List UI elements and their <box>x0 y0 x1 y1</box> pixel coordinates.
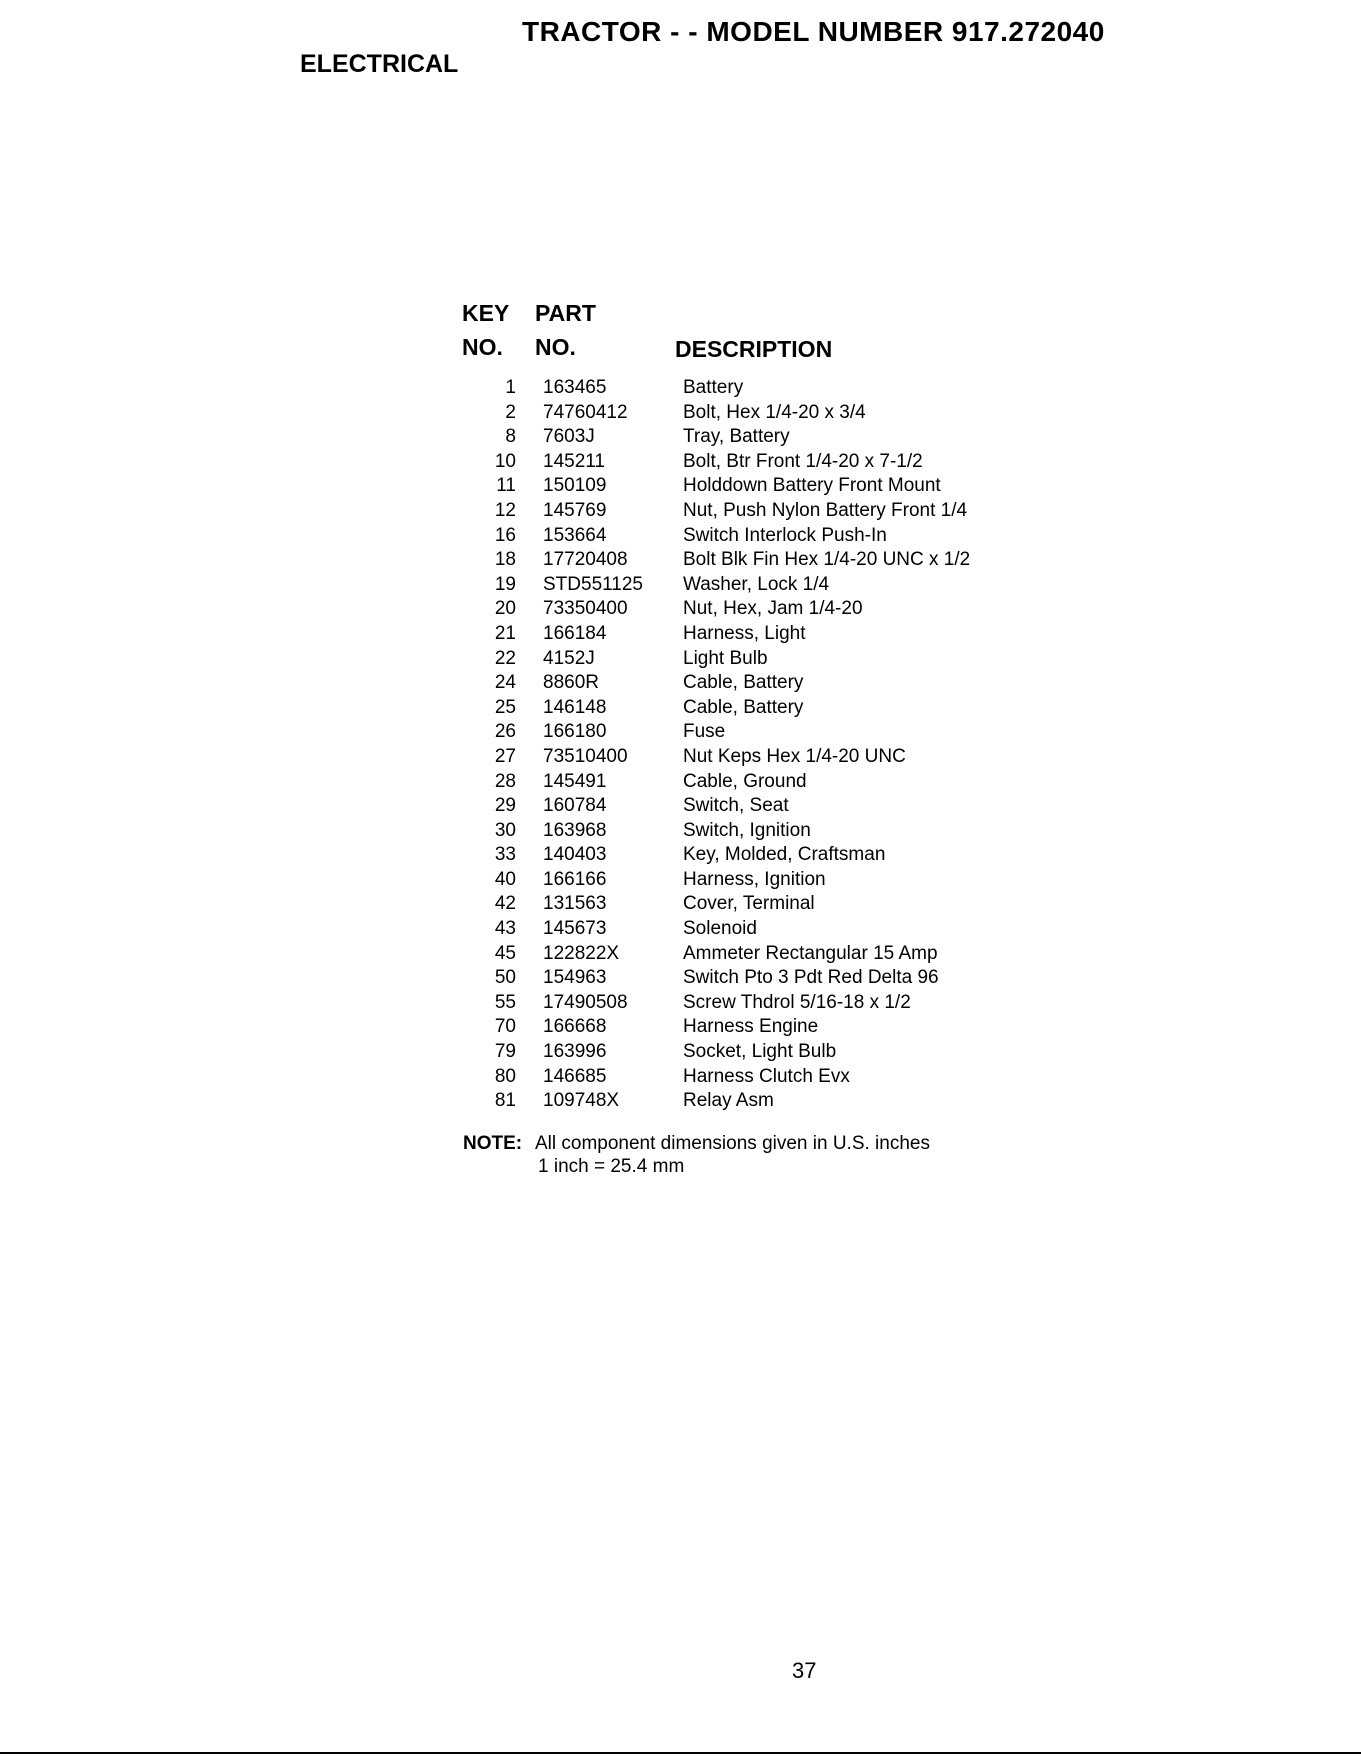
part-number-cell: 140403 <box>543 844 607 866</box>
page-title: TRACTOR - - MODEL NUMBER 917.272040 <box>522 16 1105 47</box>
table-row <box>0 1016 1361 1041</box>
description-cell: Solenoid <box>683 918 757 940</box>
key-cell: 28 <box>494 770 516 792</box>
description-cell: Ammeter Rectangular 15 Amp <box>683 942 938 964</box>
description-cell: Bolt, Btr Front 1/4-20 x 7-1/2 <box>683 450 923 472</box>
description-cell: Bolt Blk Fin Hex 1/4-20 UNC x 1/2 <box>683 549 971 571</box>
note-text-line1: All component dimensions given in U.S. inches <box>535 1133 930 1154</box>
table-row <box>0 820 1361 845</box>
key-cell: 22 <box>494 647 516 669</box>
table-row <box>0 598 1361 623</box>
table-row <box>0 1041 1361 1066</box>
key-cell: 42 <box>494 893 516 915</box>
key-cell: 2 <box>505 401 516 423</box>
table-row <box>0 574 1361 599</box>
column-header-part-line2: NO. <box>535 334 576 360</box>
key-cell: 29 <box>494 795 516 817</box>
bottom-rule <box>0 1752 1361 1754</box>
table-row <box>0 377 1361 402</box>
description-cell: Socket, Light Bulb <box>683 1041 837 1063</box>
key-cell: 18 <box>494 549 516 571</box>
description-cell: Fuse <box>683 721 726 743</box>
description-cell: Harness Engine <box>683 1016 819 1038</box>
part-number-cell: 7603J <box>543 426 595 448</box>
description-cell: Switch Pto 3 Pdt Red Delta 96 <box>683 967 939 989</box>
part-number-cell: 4152J <box>543 647 595 669</box>
table-row <box>0 1090 1361 1115</box>
description-cell: Cover, Terminal <box>683 893 815 915</box>
part-number-cell: 73350400 <box>543 598 628 620</box>
part-number-cell: 166668 <box>543 1016 607 1038</box>
key-cell: 20 <box>494 598 516 620</box>
part-number-cell: 150109 <box>543 475 607 497</box>
part-number-cell: 166184 <box>543 622 607 644</box>
key-cell: 12 <box>494 499 516 521</box>
section-heading: ELECTRICAL <box>300 50 459 78</box>
table-row <box>0 795 1361 820</box>
description-cell: Key, Molded, Craftsman <box>683 844 886 866</box>
key-cell: 30 <box>494 819 516 841</box>
key-cell: 40 <box>494 868 516 890</box>
column-header-part-line1: PART <box>535 300 596 326</box>
table-row <box>0 697 1361 722</box>
part-number-cell: 74760412 <box>543 401 628 423</box>
table-row <box>0 525 1361 550</box>
parts-table <box>0 377 1361 1115</box>
key-cell: 25 <box>494 696 516 718</box>
part-number-cell: 131563 <box>543 893 607 915</box>
key-cell: 79 <box>494 1041 516 1063</box>
table-row <box>0 475 1361 500</box>
key-cell: 11 <box>496 475 516 497</box>
description-cell: Cable, Battery <box>683 696 804 718</box>
key-cell: 50 <box>494 967 516 989</box>
table-row <box>0 648 1361 673</box>
description-cell: Nut Keps Hex 1/4-20 UNC <box>683 745 906 767</box>
table-row <box>0 992 1361 1017</box>
part-number-cell: 17490508 <box>543 991 628 1013</box>
part-number-cell: 146148 <box>543 696 607 718</box>
description-cell: Harness Clutch Evx <box>683 1065 850 1087</box>
key-cell: 33 <box>494 844 516 866</box>
description-cell: Nut, Hex, Jam 1/4-20 <box>683 598 863 620</box>
description-cell: Holddown Battery Front Mount <box>683 475 941 497</box>
key-cell: 43 <box>494 918 516 940</box>
key-cell: 1 <box>505 377 516 398</box>
table-row <box>0 771 1361 796</box>
description-cell: Cable, Battery <box>683 672 804 694</box>
description-cell: Washer, Lock 1/4 <box>683 573 830 595</box>
part-number-cell: 154963 <box>543 967 607 989</box>
part-number-cell: 160784 <box>543 795 607 817</box>
column-header-key-line2: NO. <box>462 334 503 360</box>
description-cell: Harness, Ignition <box>683 868 826 890</box>
note-text-line2: 1 inch = 25.4 mm <box>538 1156 685 1177</box>
table-row <box>0 549 1361 574</box>
description-cell: Harness, Light <box>683 622 806 644</box>
key-cell: 26 <box>494 721 516 743</box>
key-cell: 10 <box>494 450 516 472</box>
part-number-cell: 73510400 <box>543 745 628 767</box>
table-row <box>0 402 1361 427</box>
table-row <box>0 672 1361 697</box>
part-number-cell: 163996 <box>543 1041 607 1063</box>
part-number-cell: 166180 <box>543 721 607 743</box>
table-row <box>0 426 1361 451</box>
key-cell: 55 <box>494 991 516 1013</box>
key-cell: 70 <box>494 1016 516 1038</box>
table-row <box>0 1066 1361 1091</box>
description-cell: Switch, Ignition <box>683 819 811 841</box>
description-cell: Switch Interlock Push-In <box>683 524 887 546</box>
part-number-cell: 163968 <box>543 819 607 841</box>
description-cell: Nut, Push Nylon Battery Front 1/4 <box>683 499 968 521</box>
description-cell: Battery <box>683 377 744 398</box>
description-cell: Bolt, Hex 1/4-20 x 3/4 <box>683 401 866 423</box>
part-number-cell: 145673 <box>543 918 607 940</box>
key-cell: 19 <box>494 573 516 595</box>
key-cell: 8 <box>505 426 516 448</box>
part-number-cell: 122822X <box>543 942 620 964</box>
table-row <box>0 918 1361 943</box>
table-row <box>0 943 1361 968</box>
key-cell: 27 <box>494 745 516 767</box>
table-row <box>0 869 1361 894</box>
description-cell: Switch, Seat <box>683 795 789 817</box>
key-cell: 81 <box>494 1090 516 1112</box>
table-row <box>0 721 1361 746</box>
table-row <box>0 500 1361 525</box>
table-row <box>0 967 1361 992</box>
part-number-cell: 145491 <box>543 770 607 792</box>
part-number-cell: 146685 <box>543 1065 607 1087</box>
table-row <box>0 746 1361 771</box>
description-cell: Screw Thdrol 5/16-18 x 1/2 <box>683 991 911 1013</box>
table-row <box>0 623 1361 648</box>
column-header-description: DESCRIPTION <box>675 336 833 362</box>
part-number-cell: 145211 <box>543 450 605 472</box>
column-header-key-line1: KEY <box>462 300 510 326</box>
part-number-cell: 166166 <box>543 868 607 890</box>
key-cell: 24 <box>494 672 516 694</box>
key-cell: 80 <box>494 1065 516 1087</box>
part-number-cell: 153664 <box>543 524 607 546</box>
part-number-cell: 163465 <box>543 377 607 398</box>
table-row <box>0 893 1361 918</box>
key-cell: 45 <box>494 942 516 964</box>
part-number-cell: 17720408 <box>543 549 628 571</box>
part-number-cell: STD551125 <box>543 573 643 595</box>
key-cell: 16 <box>494 524 516 546</box>
part-number-cell: 109748X <box>543 1090 620 1112</box>
description-cell: Light Bulb <box>683 647 768 669</box>
description-cell: Cable, Ground <box>683 770 807 792</box>
description-cell: Relay Asm <box>683 1090 774 1112</box>
part-number-cell: 8860R <box>543 672 599 694</box>
key-cell: 21 <box>494 622 516 644</box>
page-number: 37 <box>792 1658 817 1683</box>
table-row <box>0 844 1361 869</box>
table-row <box>0 451 1361 476</box>
part-number-cell: 145769 <box>543 499 607 521</box>
description-cell: Tray, Battery <box>683 426 790 448</box>
note-label: NOTE: <box>463 1133 523 1154</box>
